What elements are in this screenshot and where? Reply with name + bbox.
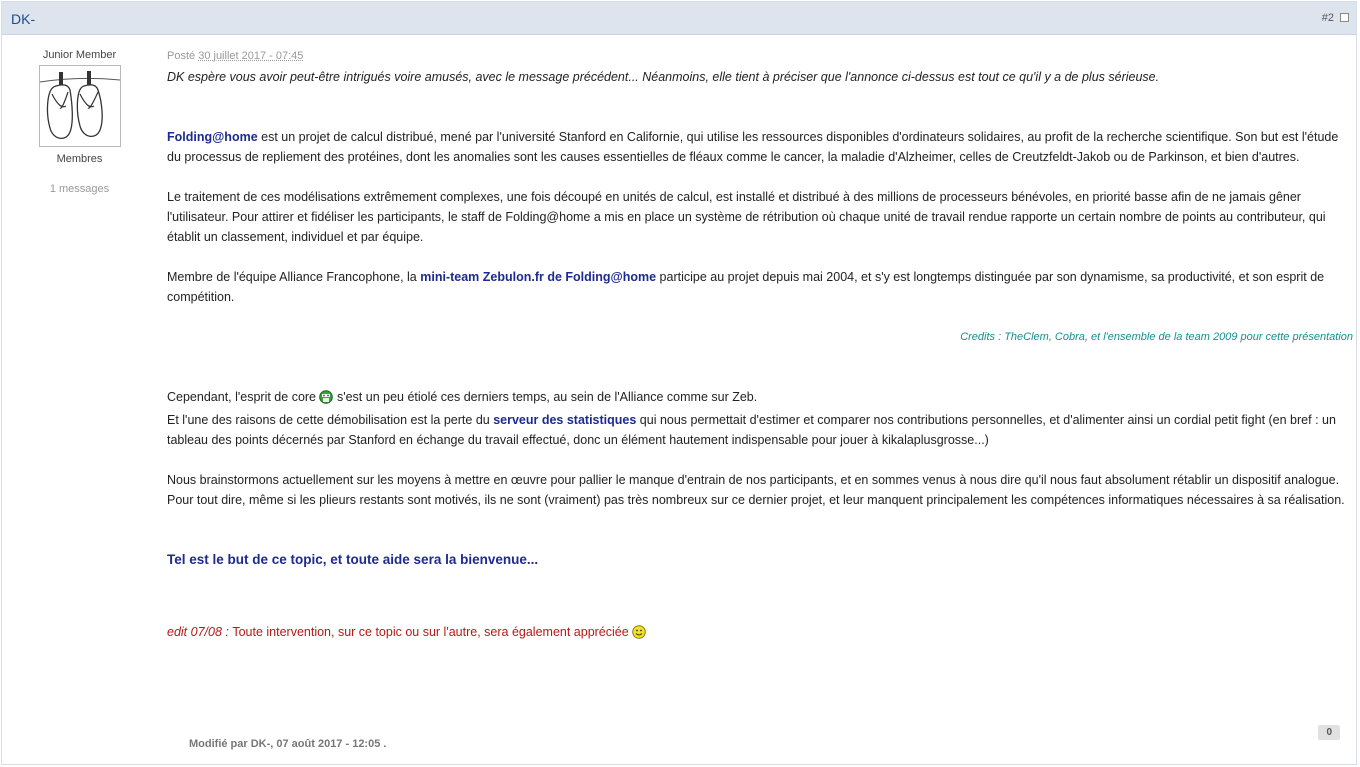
paragraph-5: [167, 410, 1353, 450]
paragraph-1: [167, 127, 1353, 167]
post-container: [1, 1, 1357, 765]
stats-server-link[interactable]: serveur des statistiques: [493, 413, 637, 427]
posted-line: [167, 49, 1353, 63]
member-rank: Junior Member: [42, 49, 117, 61]
post-content: [167, 49, 1353, 645]
post-select-checkbox[interactable]: [1340, 13, 1349, 22]
paragraph-4: [167, 387, 1353, 410]
paragraph-4-a: Cependant, l'esprit de core: [167, 390, 320, 404]
paragraph-2: Le traitement de ces modélisations extrêmement complexes, une fois découpé en unités de calcul, est installé et distribué à des millions de processeurs bénévoles, en priorité basse afin de ne jamais gêner l'utilisateur. Pour attirer et fidéliser les participants, le staff de Folding@home a mis en place un système de rétribution où chaque unité de travail rendue rapporte un certain nombre de points au contributeur, qui établit un classement, individuel et par équipe.: [167, 190, 1326, 244]
paragraph-6: Nous brainstormons actuellement sur les moyens à mettre en œuvre pour pallier le manque d'entrain de nos participants, et en sommes venus à nous dire qu'il nous faut absolument rétablir un dispositif analogue.: [167, 473, 1340, 487]
post-header: [2, 2, 1356, 35]
edit-note: [167, 622, 1353, 645]
message-count: 1 messages: [49, 183, 110, 195]
avatar[interactable]: [39, 65, 121, 147]
yellow-smile-icon: [632, 625, 646, 645]
green-helmet-smiley-icon: [319, 390, 333, 410]
paragraph-1-text: est un projet de calcul distribué, mené par l'université Stanford en Californie, qui utilise les ressources disponibles d'ordinateurs solidaires, au profit de la recherche scientifique. Son but est l'étude du processus de repliement des protéines, dont les anomalies sont les causes essentielles de fléaux comme le cancer, la maladie d'Alzheimer, celles de Creutzfeldt-Jakob ou de Parkinson, et bien d'autres.: [167, 130, 1339, 164]
paragraph-3: [167, 267, 1353, 307]
author-name-link[interactable]: DK-: [11, 11, 36, 27]
edit-label: edit 07/08 :: [167, 625, 233, 639]
member-group: Membres: [56, 153, 103, 165]
intro-text: DK espère vous avoir peut-être intrigués voire amusés, avec le message précédent... Néanmoins, elle tient à préciser que l'annonce ci-dessus est tout ce qu'il y a de plus sérieuse.: [167, 70, 1160, 84]
edit-text: Toute intervention, sur ce topic ou sur l'autre, sera également appréciée: [232, 625, 633, 639]
credits-text: Credits : TheClem, Cobra, et l'ensemble de la team 2009 pour cette présentation: [960, 331, 1353, 343]
paragraph-5-before: Et l'une des raisons de cette démobilisation est la perte du: [167, 413, 494, 427]
mini-team-link[interactable]: mini-team Zebulon.fr de Folding@home: [420, 270, 657, 284]
paragraph-3-before: Membre de l'équipe Alliance Francophone, la: [167, 270, 421, 284]
posted-date: 30 juillet 2017 - 07:45: [198, 50, 304, 62]
like-count-badge[interactable]: 0: [1318, 725, 1340, 740]
modified-note: Modifié par DK-, 07 août 2017 - 12:05 .: [189, 738, 387, 750]
call-to-action-text: Tel est le but de ce topic, et toute aide sera la bienvenue...: [167, 552, 539, 567]
post-number-link[interactable]: #2: [1321, 12, 1334, 24]
author-sidebar: [2, 49, 157, 195]
flip-flops-avatar-icon: [40, 66, 120, 146]
posted-label: Posté: [167, 50, 196, 62]
folding-home-link[interactable]: Folding@home: [167, 130, 258, 144]
paragraph-5-after: qui nous permettait d'estimer et comparer nos contributions personnelles, et d'alimenter ainsi un cordial petit fight (en bref : un tableau des points décernés par Stanford en échange du travail effectué, donc un élément hautement indispensable pour jouer à kikalaplusgrosse...): [167, 413, 1336, 447]
paragraph-7: Pour tout dire, même si les plieurs restants sont motivés, ils ne sont (vraiment) pas très nombreux sur ce dernier projet, et leur manquent principalement les compétences informatiques nécessaires à sa réalisation.: [167, 493, 1345, 507]
paragraph-3-after: participe au projet depuis mai 2004, et s'y est longtemps distinguée par son dynamisme, sa productivité, et son esprit de compétition.: [167, 270, 1325, 304]
paragraph-4-b: s'est un peu étiolé ces derniers temps, au sein de l'Alliance comme sur Zeb.: [333, 390, 758, 404]
